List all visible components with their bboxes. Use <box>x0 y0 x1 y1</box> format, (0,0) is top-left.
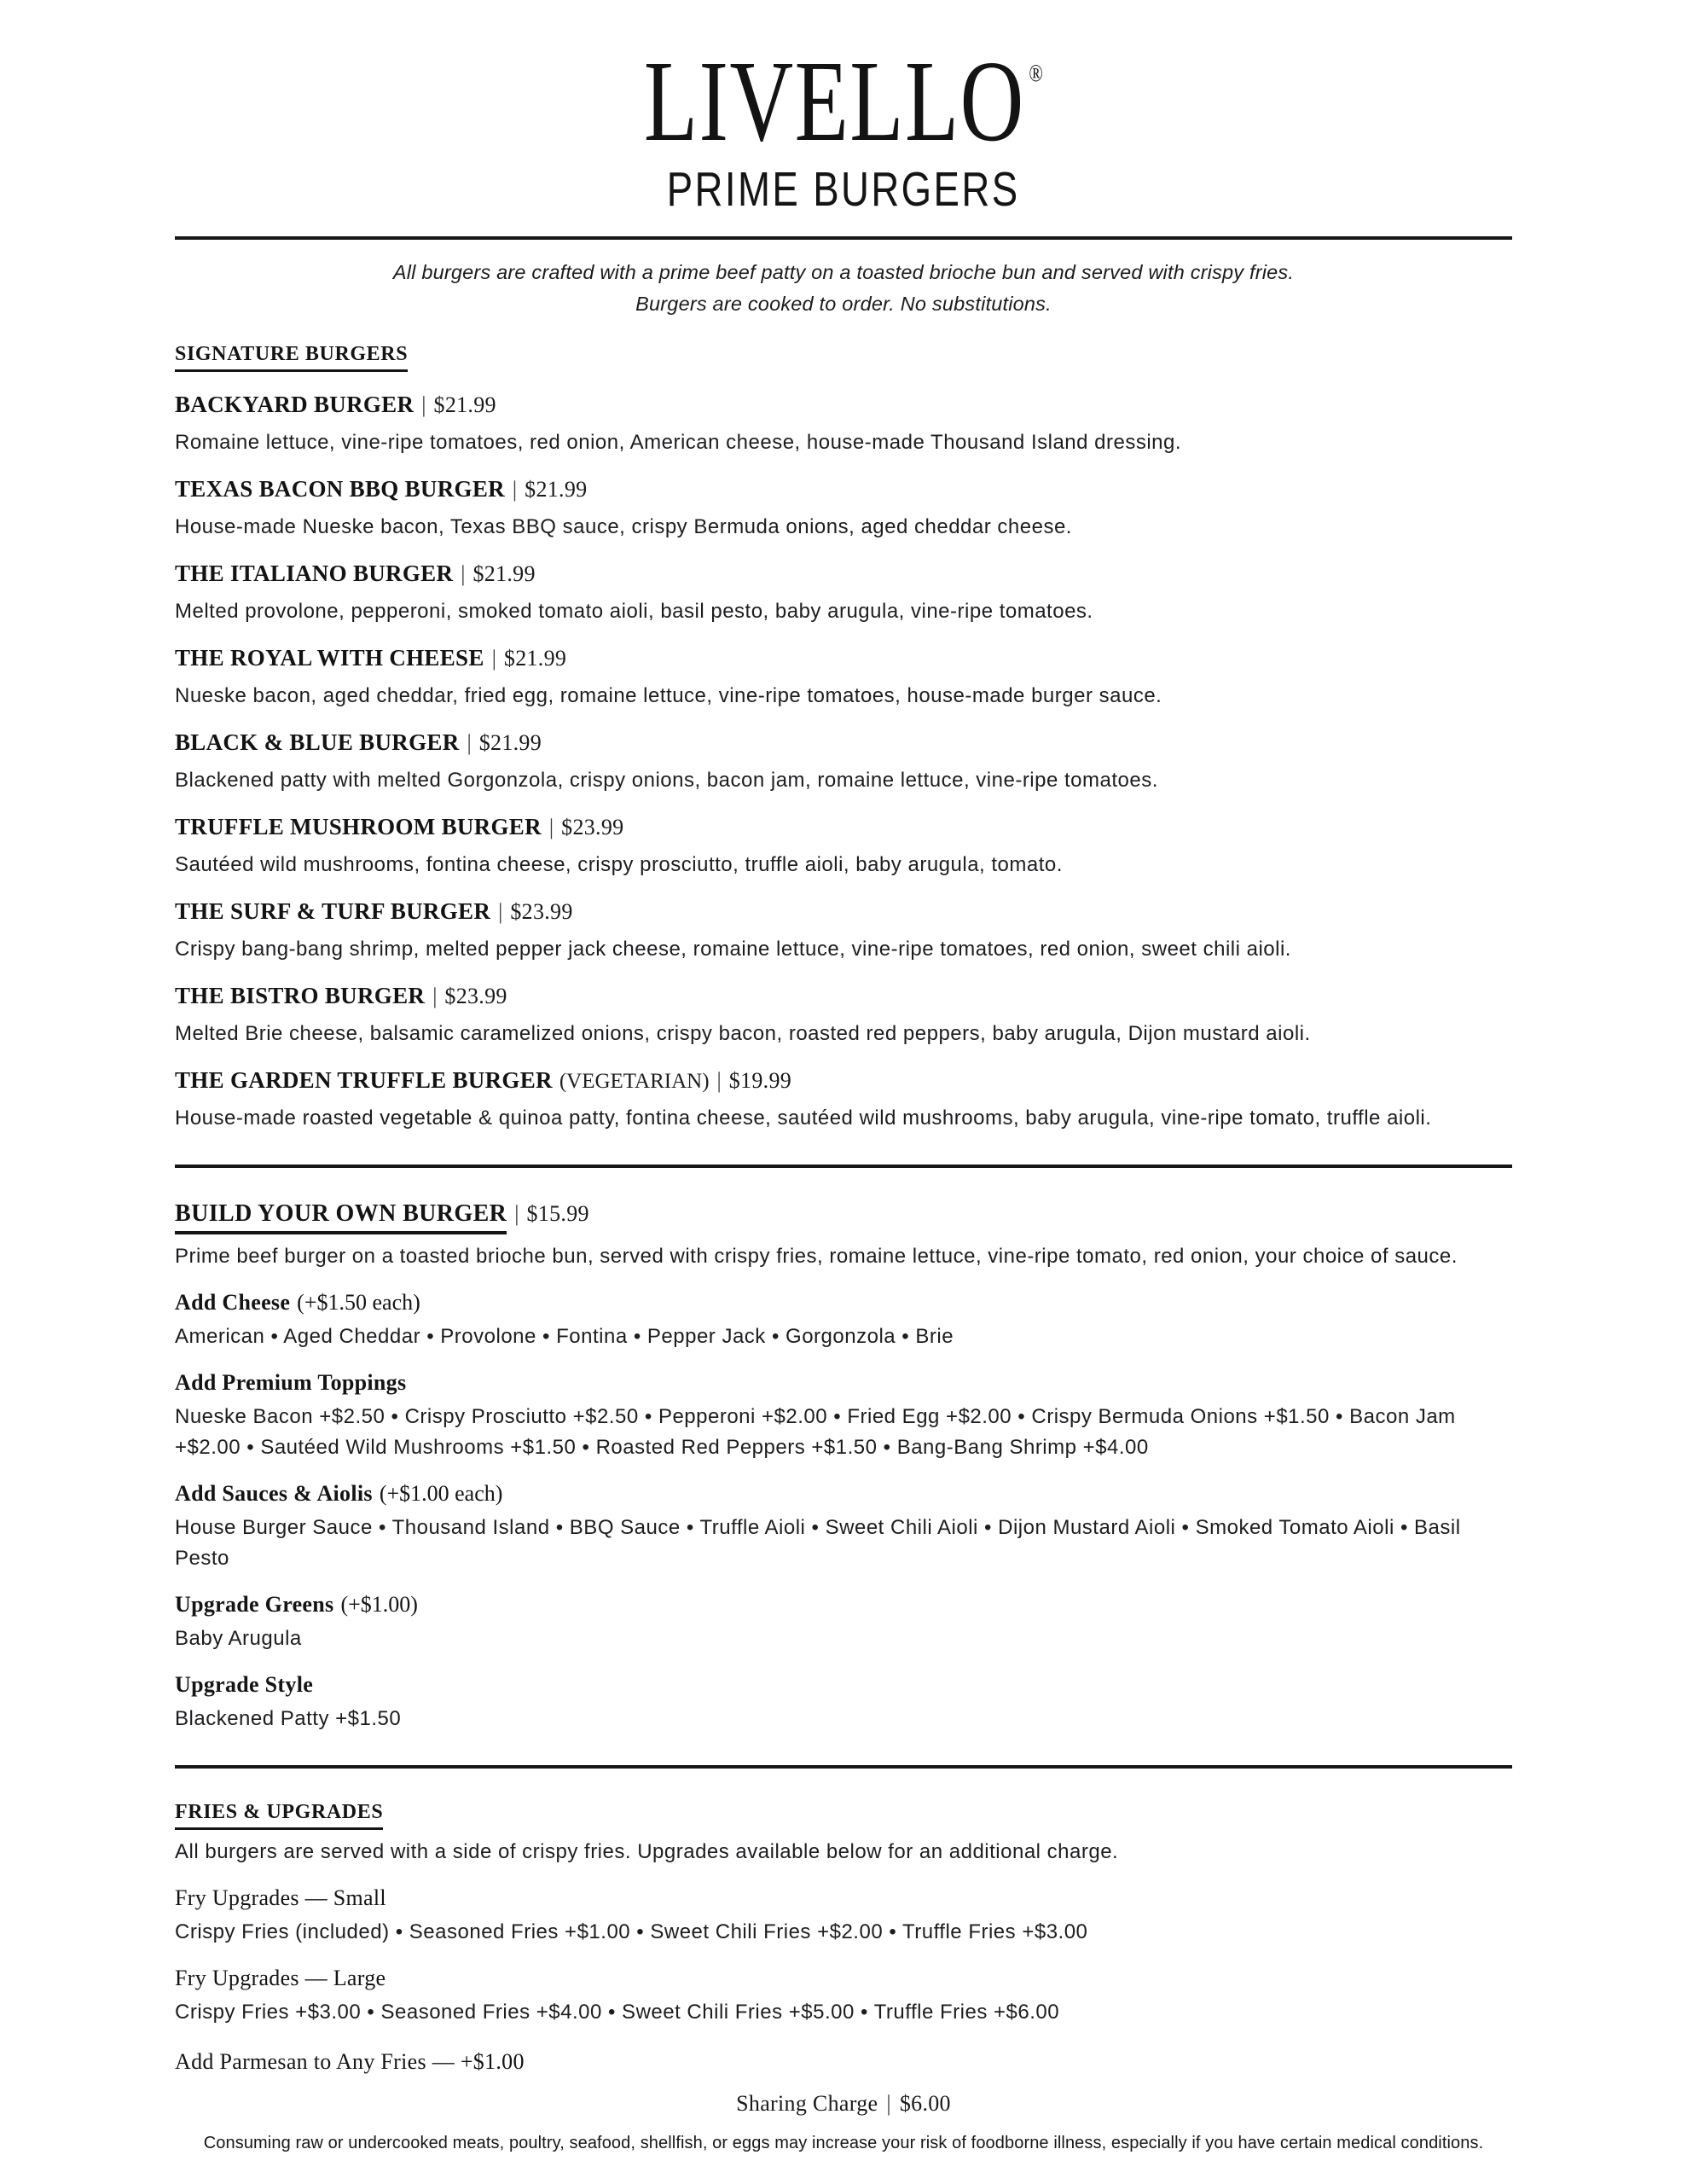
item-name-row <box>175 475 1512 507</box>
item-description: Melted Brie cheese, balsamic caramelized onions, crispy bacon, roasted red peppers, baby arugula, Dijon mustard aioli. <box>175 1022 1311 1046</box>
item-description: Nueske bacon, aged cheddar, fried egg, romaine lettuce, vine-ripe tomatoes, house-made burger sauce. <box>175 684 1162 708</box>
brand-tagline-row <box>0 163 1687 217</box>
menu-item-surf-and-turf-burger <box>175 897 1512 965</box>
item-description: Blackened patty with melted Gorgonzola, crispy onions, bacon jam, romaine lettuce, vine-ripe tomatoes. <box>175 769 1158 793</box>
brand-logo-text: LIVELLO <box>644 38 1025 166</box>
brand-logo <box>644 38 1043 166</box>
sharing-charge-row <box>175 2089 1512 2118</box>
menu-item-italiano-burger <box>175 560 1512 627</box>
item-name: BACKYARD BURGER <box>175 392 415 418</box>
group-price-note: (+$1.50 each) <box>297 1290 420 1316</box>
item-name-row <box>175 391 1512 422</box>
group-options: Blackened Patty +$1.50 <box>175 1707 402 1731</box>
group-label-row <box>175 1369 1512 1397</box>
fries-description: All burgers are served with a side of crispy fries. Upgrades available below for an additional charge. <box>175 1840 1119 1864</box>
group-fry-upgrades-large <box>175 1965 1512 2028</box>
group-add-premium-toppings <box>175 1369 1512 1463</box>
item-price: $23.99 <box>561 815 624 840</box>
add-parmesan-note: Add Parmesan to Any Fries — +$1.00 <box>175 2049 525 2075</box>
menu-item-black-and-blue-burger <box>175 729 1512 796</box>
item-name: THE GARDEN TRUFFLE BURGER <box>175 1067 553 1094</box>
brand-header <box>0 0 1687 216</box>
section-divider <box>175 1165 1512 1168</box>
section-title-signature-burgers: SIGNATURE BURGERS <box>175 341 408 372</box>
menu-item-royal-with-cheese <box>175 644 1512 712</box>
header-rule <box>175 236 1512 240</box>
group-add-cheese <box>175 1289 1512 1352</box>
registered-trademark-symbol: ® <box>1029 61 1043 88</box>
group-label: Add Cheese <box>175 1290 291 1316</box>
item-name-row <box>175 644 1512 676</box>
item-description: Sautéed wild mushrooms, fontina cheese, crispy prosciutto, truffle aioli, baby arugula, tomato. <box>175 853 1063 877</box>
group-label: Fry Upgrades — Large <box>175 1966 386 1991</box>
menu-item-backyard-burger <box>175 391 1512 458</box>
name-price-separator: | <box>548 815 554 840</box>
group-label: Fry Upgrades — Small <box>175 1885 386 1911</box>
menu-item-texas-bacon-bbq-burger <box>175 475 1512 543</box>
menu-item-bistro-burger <box>175 982 1512 1049</box>
section-signature-burgers <box>175 341 1512 1134</box>
byo-price: $15.99 <box>526 1201 589 1227</box>
group-upgrade-greens <box>175 1591 1512 1654</box>
item-price: $23.99 <box>444 984 507 1009</box>
byo-title-row <box>175 1199 1512 1234</box>
name-price-separator: | <box>467 730 472 756</box>
item-description: House-made roasted vegetable & quinoa patty, fontina cheese, sautéed wild mushrooms, baby arugula, vine-ripe tomato, truffle aioli. <box>175 1107 1432 1130</box>
group-options: Crispy Fries (included) • Seasoned Fries +$1.00 • Sweet Chili Fries +$2.00 • Truffle Fries +$3.00 <box>175 1920 1088 1944</box>
group-label-row <box>175 1671 1512 1699</box>
item-vegetarian-note: (VEGETARIAN) <box>559 1070 710 1094</box>
section-build-your-own <box>175 1199 1512 1734</box>
section-title-fries-upgrades: FRIES & UPGRADES <box>175 1799 383 1830</box>
item-price: $19.99 <box>728 1068 792 1094</box>
item-name: THE BISTRO BURGER <box>175 983 426 1009</box>
item-name-row <box>175 729 1512 760</box>
group-label: Add Premium Toppings <box>175 1370 407 1396</box>
item-name-row <box>175 897 1512 929</box>
byo-description: Prime beef burger on a toasted brioche bun, served with crispy fries, romaine lettuce, vine-ripe tomato, red onion, your choice of sauce. <box>175 1245 1458 1269</box>
item-description: Romaine lettuce, vine-ripe tomatoes, red onion, American cheese, house-made Thousand Island dressing. <box>175 431 1182 455</box>
sharing-charge-price: $6.00 <box>899 2091 951 2117</box>
group-options: House Burger Sauce • Thousand Island • BBQ Sauce • Truffle Aioli • Sweet Chili Aioli • Dijon Mustard Aioli • Smoked Tomato Aioli • Basil Pesto <box>175 1516 1461 1571</box>
item-name-row <box>175 560 1512 591</box>
item-description: Crispy bang-bang shrimp, melted pepper jack cheese, romaine lettuce, vine-ripe tomatoes, red onion, sweet chili aioli. <box>175 938 1291 961</box>
group-label-row <box>175 1591 1512 1618</box>
item-name-row <box>175 982 1512 1014</box>
group-price-note: (+$1.00) <box>340 1592 418 1618</box>
name-price-separator: | <box>512 477 518 502</box>
intro-line-1: All burgers are crafted with a prime beef patty on a toasted brioche bun and served with crispy fries. <box>392 261 1295 284</box>
item-description: Melted provolone, pepperoni, smoked tomato aioli, basil pesto, baby arugula, vine-ripe tomatoes. <box>175 600 1093 624</box>
item-name: THE ITALIANO BURGER <box>175 561 454 587</box>
group-price-note: (+$1.00 each) <box>379 1481 503 1507</box>
name-price-separator: | <box>461 561 466 587</box>
section-fries-upgrades <box>175 1799 1512 2076</box>
name-price-separator: | <box>514 1201 519 1227</box>
section-title-build-your-own: BUILD YOUR OWN BURGER <box>175 1199 507 1234</box>
group-label: Upgrade Greens <box>175 1592 334 1618</box>
item-name-row <box>175 1066 1512 1098</box>
name-price-separator: | <box>421 392 426 418</box>
item-price: $21.99 <box>503 646 567 671</box>
item-name-row <box>175 813 1512 845</box>
group-label: Add Sauces & Aiolis <box>175 1481 373 1507</box>
item-price: $21.99 <box>478 730 542 756</box>
group-options: Crispy Fries +$3.00 • Seasoned Fries +$4.00 • Sweet Chili Fries +$5.00 • Truffle Fries +$6.00 <box>175 2001 1060 2024</box>
item-name: THE ROYAL WITH CHEESE <box>175 645 484 671</box>
item-description: House-made Nueske bacon, Texas BBQ sauce, crispy Bermuda onions, aged cheddar cheese. <box>175 515 1072 539</box>
name-price-separator: | <box>886 2091 891 2117</box>
intro-text <box>0 257 1687 319</box>
item-name: THE SURF & TURF BURGER <box>175 898 491 925</box>
name-price-separator: | <box>491 646 496 671</box>
section-divider <box>175 1765 1512 1769</box>
group-add-sauces-aiolis <box>175 1480 1512 1574</box>
group-label: Upgrade Style <box>175 1672 314 1698</box>
item-price: $21.99 <box>433 392 496 418</box>
item-price: $21.99 <box>472 561 536 587</box>
menu-item-truffle-mushroom-burger <box>175 813 1512 880</box>
group-upgrade-style <box>175 1671 1512 1734</box>
group-label-row <box>175 1480 1512 1507</box>
intro-line-2: Burgers are cooked to order. No substitutions. <box>635 292 1052 315</box>
group-options: Baby Arugula <box>175 1627 302 1651</box>
item-name: BLACK & BLUE BURGER <box>175 729 460 756</box>
group-options: Nueske Bacon +$2.50 • Crispy Prosciutto +$2.50 • Pepperoni +$2.00 • Fried Egg +$2.00 • Crispy Bermuda Onions +$1.50 • Bacon Jam +$2.00 • Sautéed Wild Mushrooms +$1.50 • Roasted Red Peppers +$1.50 • Bang-Bang Shrimp +$4.00 <box>175 1405 1456 1460</box>
menu-item-garden-truffle-burger <box>175 1066 1512 1134</box>
group-options: American • Aged Cheddar • Provolone • Fontina • Pepper Jack • Gorgonzola • Brie <box>175 1325 954 1349</box>
item-price: $23.99 <box>510 899 573 925</box>
group-label-row <box>175 1289 1512 1316</box>
name-price-separator: | <box>498 899 503 925</box>
item-price: $21.99 <box>525 477 588 502</box>
name-price-separator: | <box>716 1068 722 1094</box>
item-name: TRUFFLE MUSHROOM BURGER <box>175 814 542 840</box>
menu-content <box>175 341 1512 2118</box>
brand-tagline: PRIME BURGERS <box>667 161 1020 217</box>
brand-logo-row <box>0 38 1687 166</box>
sharing-charge-label: Sharing Charge <box>736 2091 878 2117</box>
item-name: TEXAS BACON BBQ BURGER <box>175 476 505 502</box>
name-price-separator: | <box>432 984 438 1009</box>
group-fry-upgrades-small <box>175 1885 1512 1948</box>
allergy-disclaimer: Consuming raw or undercooked meats, poultry, seafood, shellfish, or eggs may increase your risk of foodborne illness, especially if you have certain medical conditions. <box>203 2134 1484 2153</box>
